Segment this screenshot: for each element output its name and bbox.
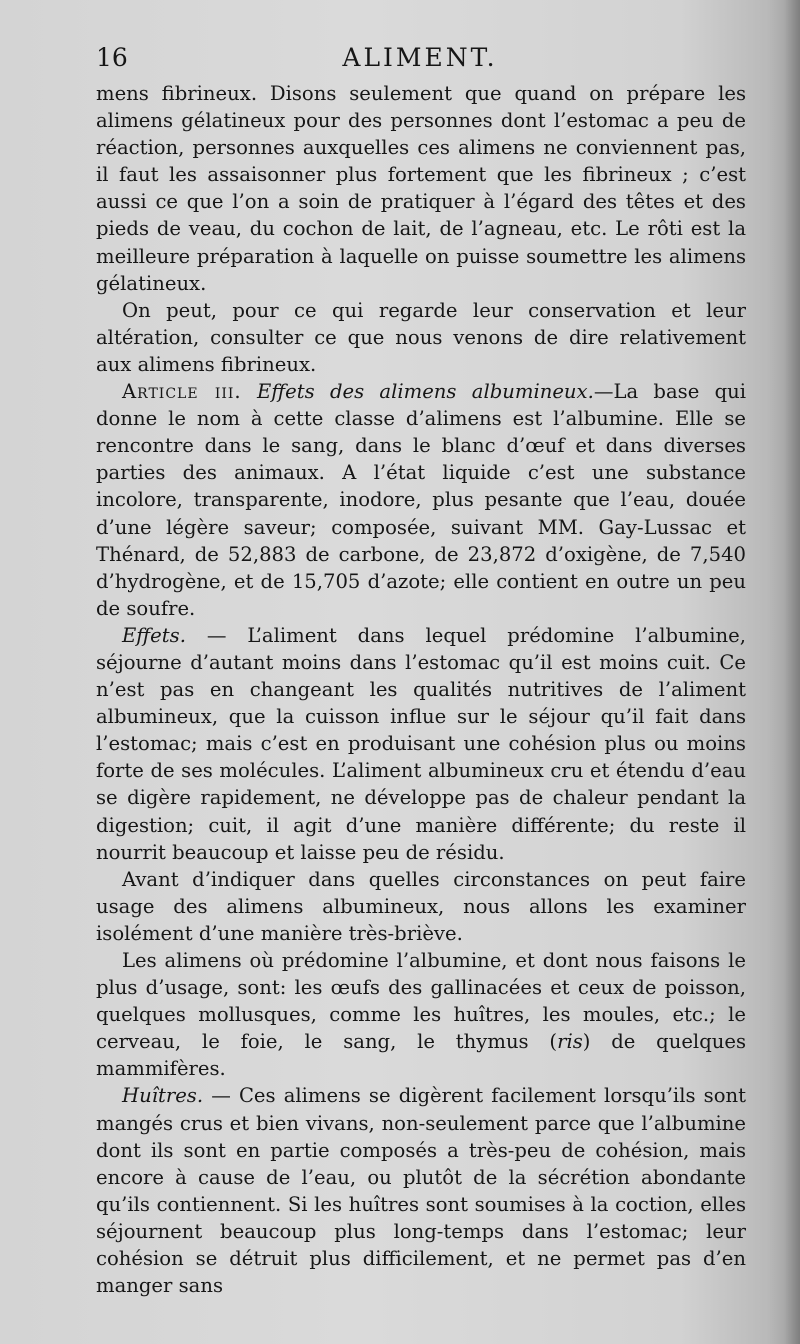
huitres-text: — Ces alimens se digèrent facilement lorsqu’ils sont mangés crus et bien vivans, non-seulement parce que l’albumine dont ils sont en partie composés a très-peu de cohésion, mais encore à cause de l’eau, ou plutôt de la sécrétion abondante qu’ils contiennent. Si les huîtres sont soumises à la coction, elles séjournent beaucoup plus long-temps dans l’estomac; leur cohésion se détruit plus difficilement, et ne permet pas d’en manger sans bbox=[96, 1084, 746, 1298]
article-text: —La base qui donne le nom à cette classe d’alimens est l’albumine. Elle se rencontre dans le sang, dans le blanc d’œuf et dans diverses parties des animaux. A l’état liquide c’est une substance incolore, transparente, inodore, plus pesante que l’eau, douée d’une légère saveur; composée, suivant MM. Gay-Lussac et Thénard, de 52,883 de carbone, de 23,872 d’oxigène, de 7,540 d’hydrogène, et de 15,705 d’azote; elle contient en outre un peu de soufre. bbox=[96, 380, 746, 620]
page-number: 16 bbox=[96, 43, 128, 72]
paragraph-alimens bbox=[96, 947, 746, 1082]
body-text bbox=[96, 80, 746, 1299]
paragraph-conservation: On peut, pour ce qui regarde leur conservation et leur altération, consulter ce que nous venons de dire relativement aux alimens fibrineux. bbox=[96, 298, 746, 376]
huitres-label: Huîtres. bbox=[122, 1084, 204, 1108]
effets-text: — L’aliment dans lequel prédomine l’albumine, séjourne d’autant moins dans l’estomac qu’il est moins cuit. Ce n’est pas en changeant les qualités nutritives de l’aliment albumineux, que la cuisson influe sur le séjour qu’il fait dans l’estomac; mais c’est en produisant une cohésion plus ou moins forte de ses molécules. L’aliment albumineux cru et étendu d’eau se digère rapidement, ne développe pas de chaleur pendant la digestion; cuit, il agit d’une manière différente; du reste il nourrit beaucoup et laisse peu de résidu. bbox=[96, 623, 746, 864]
paragraph-huitres bbox=[96, 1082, 746, 1299]
paragraph-article-iii bbox=[96, 378, 746, 622]
article-title: Effets des alimens albumineux. bbox=[256, 380, 594, 404]
alimens-text-b: ) de quelques mammifères. bbox=[96, 1030, 747, 1081]
ris-word: ris bbox=[557, 1030, 583, 1054]
alimens-text-a: Les alimens où prédomine l’albumine, et dont nous faisons le plus d’usage, sont: les œufs des gallinacées et ceux de poisson, quelques mollusques, comme les huîtres, les moules, etc.; le cerveau, le foie, le sang, le thymus ( bbox=[96, 949, 746, 1054]
effets-label: Effets. bbox=[122, 623, 186, 647]
paragraph-continuation: mens fibrineux. Disons seulement que quand on prépare les alimens gélatineux pour des personnes dont l’estomac a peu de réaction, personnes auxquelles ces alimens ne conviennent pas, il faut les assaisonner plus fortement que les fibrineux ; c’est aussi ce que l’on a soin de pratiquer à l’égard des têtes et des pieds de veau, du cochon de lait, de l’agneau, etc. Le rôti est la meilleure préparation à laquelle on puisse soumettre les alimens gélatineux. bbox=[96, 82, 746, 295]
article-label: Article iii. bbox=[122, 380, 242, 404]
running-title: ALIMENT. bbox=[342, 43, 498, 72]
page-header bbox=[96, 40, 744, 76]
paragraph-effets bbox=[96, 622, 746, 866]
page-edge-shadow bbox=[784, 0, 800, 1344]
paragraph-avant: Avant d’indiquer dans quelles circonstances on peut faire usage des alimens albumineux, nous allons les examiner isolément d’une manière très-briève. bbox=[96, 867, 746, 945]
